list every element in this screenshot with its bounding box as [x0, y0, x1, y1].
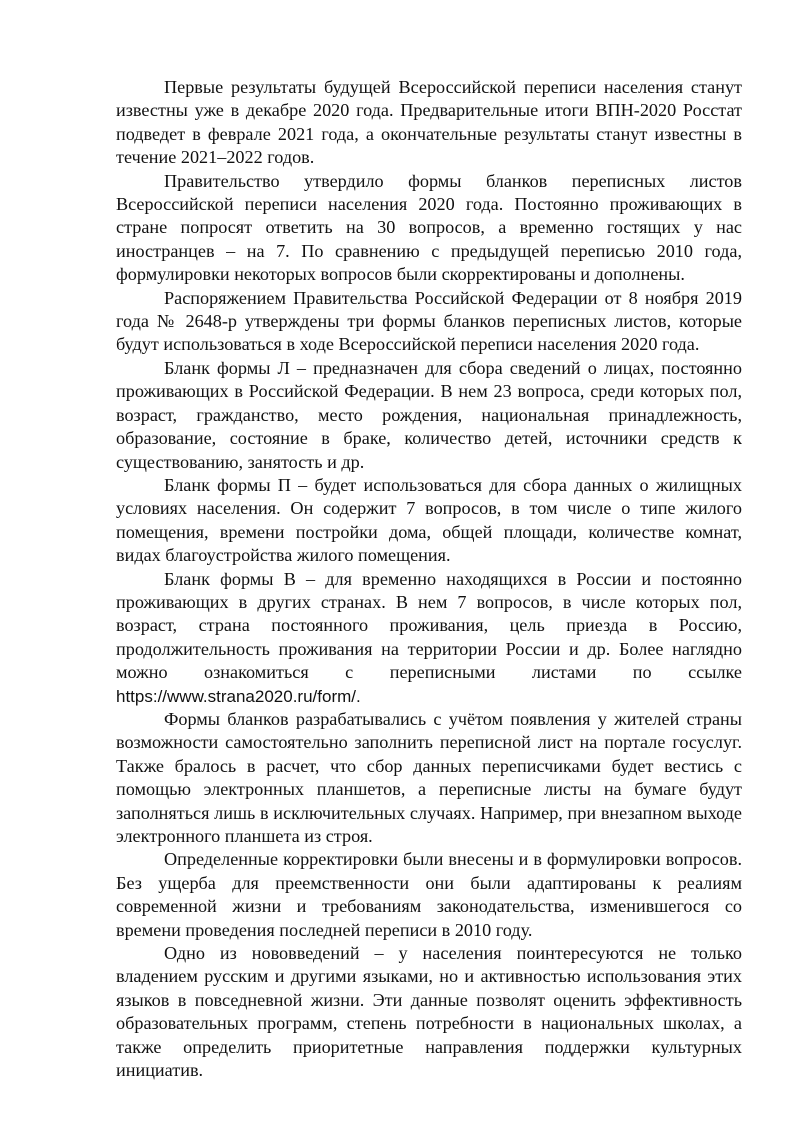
document-page	[116, 76, 742, 1082]
paragraph-forms-approved: Правительство утвердило формы бланков переписных листов Всероссийской переписи населения 2020 года. Постоянно проживающих в стране попросят ответить на 30 вопросов, а временно гостящих у нас иностранцев – на 7. По сравнению с предыдущей переписью 2010 года, формулировки некоторых вопросов были скорректированы и дополнены.	[116, 170, 742, 285]
paragraph-form-p: Бланк формы П – будет использоваться для сбора данных о жилищных условиях населения. Он содержит 7 вопросов, в том числе о типе жилого помещения, времени постройки дома, общей площади, количестве комнат, видах благоустройства жилого помещения.	[116, 474, 742, 566]
paragraph-form-l: Бланк формы Л – предназначен для сбора сведений о лицах, постоянно проживающих в Российской Федерации. В нем 23 вопроса, среди которых пол, возраст, гражданство, место рождения, национальная принадлежность, образование, состояние в браке, количество детей, источники средств к существованию, занятость и др.	[116, 357, 742, 472]
paragraph-form-design: Формы бланков разрабатывались с учётом появления у жителей страны возможности самостоятельно заполнить переписной лист на портале госуслуг. Также бралось в расчет, что сбор данных переписчиками будет вестись с помощью электронных планшетов, а переписные листы на бумаге будут заполняться лишь в исключительных случаях. Например, при внезапном выходе электронного планшета из строя.	[116, 708, 742, 846]
paragraph-form-v-text: Бланк формы В – для временно находящихся в России и постоянно проживающих в других странах. В нем 7 вопросов, в числе которых пол, возраст, страна постоянного проживания, цель приезда в Россию, продолжительность проживания на территории России и др. Более наглядно можно ознакомиться с переписными листами по ссылке	[116, 568, 742, 683]
paragraph-government-order: Распоряжением Правительства Российской Федерации от 8 ноября 2019 года № 2648-р утверждены три формы бланков переписных листов, которые будут использоваться в ходе Всероссийской переписи населения 2020 года.	[116, 287, 742, 355]
paragraph-preliminary-results: Первые результаты будущей Всероссийской переписи населения станут известны уже в декабре 2020 года. Предварительные итоги ВПН-2020 Росстат подведет в феврале 2021 года, а окончательные результаты станут известны в течение 2021–2022 годов.	[116, 77, 742, 168]
paragraph-form-v	[116, 568, 742, 708]
forms-url-link[interactable]: https://www.strana2020.ru/form/.	[116, 686, 361, 706]
paragraph-language-innovation: Одно из нововведений – у населения поинтересуются не только владением русским и другими языками, но и активностью использования этих языков в повседневной жизни. Эти данные позволят оценить эффективность образовательных программ, степень потребности в национальных школах, а также определить приоритетные направления поддержки культурных инициатив.	[116, 943, 742, 1081]
paragraph-question-adjustments: Определенные корректировки были внесены и в формулировки вопросов. Без ущерба для преемственности они были адаптированы к реалиям современной жизни и требованиям законодательства, изменившегося со времени проведения последней переписи в 2010 году.	[116, 849, 742, 940]
